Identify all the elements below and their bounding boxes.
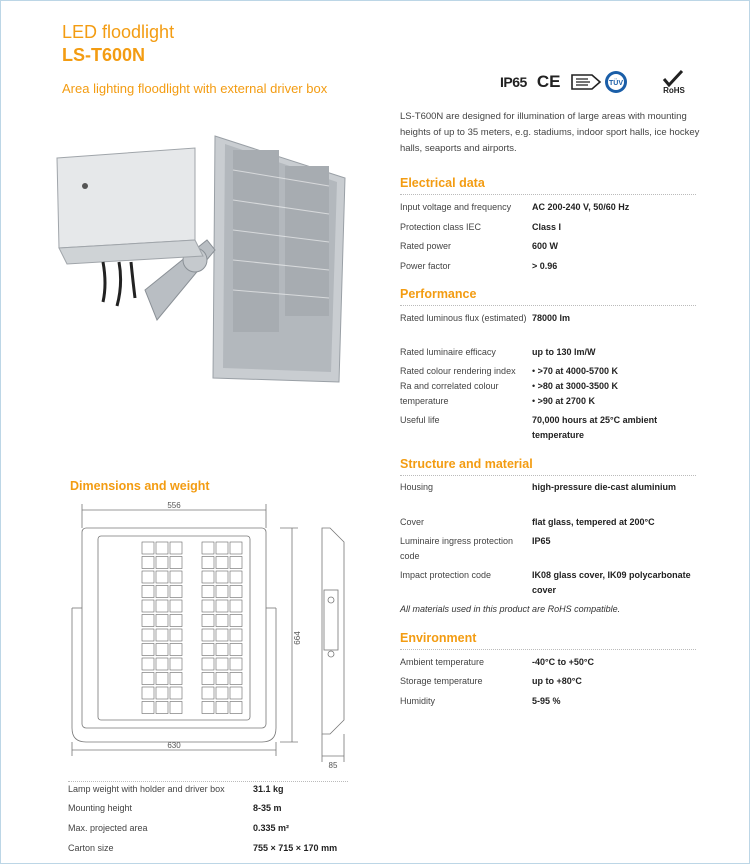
led-module [230, 644, 242, 656]
performance-heading: Performance [400, 287, 477, 301]
led-module [202, 600, 214, 612]
led-module [202, 557, 214, 569]
led-module [216, 687, 228, 699]
led-module [170, 702, 182, 714]
led-module [216, 542, 228, 554]
led-module [230, 629, 242, 641]
svg-text:TÜV: TÜV [609, 80, 624, 87]
product-category: LED floodlight [62, 22, 175, 42]
led-module [156, 600, 168, 612]
rohs-mark-icon [658, 69, 690, 95]
led-module [170, 542, 182, 554]
led-module [156, 658, 168, 670]
led-module [156, 542, 168, 554]
led-module [202, 571, 214, 583]
led-module [202, 629, 214, 641]
led-module [156, 586, 168, 598]
led-module [156, 557, 168, 569]
enec-tuv-mark-icon [570, 69, 648, 95]
led-module [216, 571, 228, 583]
performance-divider [400, 305, 696, 306]
led-module [156, 571, 168, 583]
led-module [142, 687, 154, 699]
cri-value: • >70 at 4000-5700 K [532, 364, 696, 379]
led-module [142, 702, 154, 714]
led-module [156, 629, 168, 641]
product-photo [45, 130, 355, 390]
led-module [202, 542, 214, 554]
led-module [142, 658, 154, 670]
rohs-note: All materials used in this product are RoHS compatible. [400, 604, 621, 614]
led-module [142, 644, 154, 656]
led-module [230, 658, 242, 670]
structure-heading: Structure and material [400, 457, 533, 471]
cri-value: • >80 at 3000-3500 K [532, 379, 696, 394]
environment-heading: Environment [400, 631, 477, 645]
led-module [156, 615, 168, 627]
cri-value: • >90 at 2700 K [532, 394, 696, 409]
led-module [170, 658, 182, 670]
led-module [156, 673, 168, 685]
led-module [170, 687, 182, 699]
led-module [230, 687, 242, 699]
ce-mark: CE [536, 72, 561, 91]
led-module [142, 557, 154, 569]
led-module [170, 644, 182, 656]
led-module [202, 615, 214, 627]
led-module [142, 629, 154, 641]
led-module [202, 687, 214, 699]
led-module [142, 600, 154, 612]
led-module [202, 644, 214, 656]
led-module [216, 600, 228, 612]
led-module [142, 571, 154, 583]
led-module [230, 702, 242, 714]
led-module [216, 586, 228, 598]
led-module [170, 557, 182, 569]
led-module [156, 644, 168, 656]
led-module [142, 586, 154, 598]
led-module [156, 687, 168, 699]
led-module [202, 673, 214, 685]
width-bottom-label: 630 [167, 741, 181, 750]
led-module [216, 557, 228, 569]
led-module [142, 673, 154, 685]
led-module [170, 615, 182, 627]
dimension-drawing [60, 498, 360, 773]
environment-divider [400, 649, 696, 650]
certification-marks [500, 68, 690, 96]
led-module [216, 629, 228, 641]
product-model: LS-T600N [62, 45, 146, 65]
led-module [202, 702, 214, 714]
led-module [156, 702, 168, 714]
led-module [216, 673, 228, 685]
led-module-grid [142, 542, 242, 714]
side-view-outline [322, 528, 344, 734]
product-description: LS-T600N are designed for illumination of large areas with mounting heights of up to 35 meters, e.g. stadiums, indoor sport halls, ice hockey halls, seaports and airports. [400, 111, 700, 154]
led-module [230, 542, 242, 554]
enec-logo [572, 75, 600, 89]
product-subtitle: Area lighting floodlight with external driver box [62, 81, 328, 96]
led-module [170, 571, 182, 583]
led-module [142, 542, 154, 554]
led-module [170, 586, 182, 598]
led-module [216, 658, 228, 670]
led-module [170, 600, 182, 612]
led-module [230, 615, 242, 627]
led-module [216, 702, 228, 714]
electrical-divider [400, 194, 696, 195]
led-module [142, 615, 154, 627]
height-label: 664 [293, 631, 302, 645]
depth-label: 85 [328, 761, 338, 770]
led-module [230, 600, 242, 612]
led-module [202, 586, 214, 598]
ip65-mark: IP65 [500, 74, 527, 90]
led-module [230, 557, 242, 569]
rohs-label: RoHS [663, 86, 686, 95]
structure-divider [400, 475, 696, 476]
led-module [202, 658, 214, 670]
led-module [230, 673, 242, 685]
width-top-label: 556 [167, 501, 181, 510]
led-module [230, 571, 242, 583]
tuv-logo [605, 71, 627, 93]
led-array-left [233, 150, 279, 332]
led-module [170, 629, 182, 641]
electrical-heading: Electrical data [400, 176, 485, 190]
led-module [216, 615, 228, 627]
led-module [216, 644, 228, 656]
dimensions-heading: Dimensions and weight [70, 479, 210, 493]
led-module [170, 673, 182, 685]
led-module [230, 586, 242, 598]
